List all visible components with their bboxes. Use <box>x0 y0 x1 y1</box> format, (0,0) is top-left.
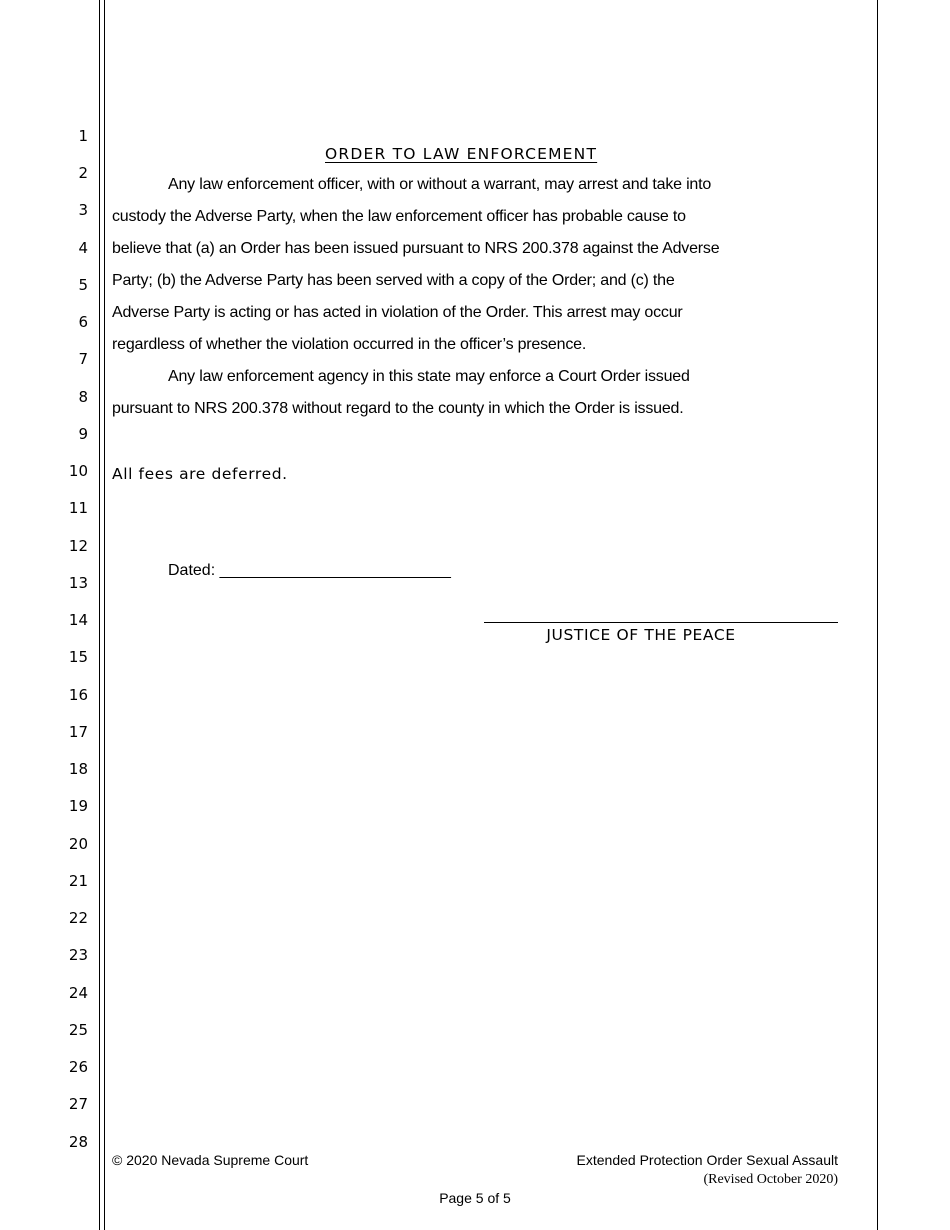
paragraph-line: believe that (a) an Order has been issued pursuant to NRS 200.378 against the Adverse <box>112 240 720 257</box>
line-number: 12 <box>68 537 88 555</box>
right-margin-rule <box>877 0 878 1230</box>
fees-note: All fees are deferred. <box>112 465 288 483</box>
line-number: 24 <box>68 984 88 1002</box>
footer-revision: (Revised October 2020) <box>703 1172 838 1187</box>
line-number: 5 <box>78 276 88 294</box>
line-number: 16 <box>68 686 88 704</box>
line-number: 26 <box>68 1058 88 1076</box>
line-number: 18 <box>68 760 88 778</box>
line-number: 11 <box>68 499 88 517</box>
line-number: 13 <box>68 574 88 592</box>
dated-field[interactable]: Dated: __________________________ <box>168 562 451 579</box>
signature-line[interactable] <box>484 622 838 623</box>
paragraph-line: custody the Adverse Party, when the law enforcement officer has probable cause to <box>112 208 686 225</box>
paragraph-line: regardless of whether the violation occurred in the officer’s presence. <box>112 336 587 353</box>
signature-title: JUSTICE OF THE PEACE <box>546 626 736 644</box>
left-margin-rule-outer <box>99 0 100 1230</box>
page-title: ORDER TO LAW ENFORCEMENT <box>325 145 598 163</box>
page-number: Page 5 of 5 <box>439 1190 511 1206</box>
line-number: 1 <box>78 127 88 145</box>
line-number: 28 <box>68 1133 88 1151</box>
line-number: 3 <box>78 201 88 219</box>
line-number: 17 <box>68 723 88 741</box>
line-number: 6 <box>78 313 88 331</box>
line-number: 19 <box>68 797 88 815</box>
paragraph-line: Any law enforcement officer, with or without a warrant, may arrest and take into <box>168 176 712 193</box>
paragraph-line: Party; (b) the Adverse Party has been served with a copy of the Order; and (c) the <box>112 272 675 289</box>
paragraph-line: pursuant to NRS 200.378 without regard to the county in which the Order is issued. <box>112 400 684 417</box>
line-number: 25 <box>68 1021 88 1039</box>
line-number: 14 <box>68 611 88 629</box>
line-number: 23 <box>68 946 88 964</box>
footer-form-name: Extended Protection Order Sexual Assault <box>576 1152 838 1168</box>
line-number: 7 <box>78 350 88 368</box>
line-number: 22 <box>68 909 88 927</box>
footer-copyright: © 2020 Nevada Supreme Court <box>112 1152 309 1168</box>
line-number: 8 <box>78 388 88 406</box>
left-margin-rule-inner <box>104 0 105 1230</box>
line-number: 4 <box>78 239 88 257</box>
line-number: 20 <box>68 835 88 853</box>
paragraph-line: Any law enforcement agency in this state may enforce a Court Order issued <box>168 368 690 385</box>
paragraph-line: Adverse Party is acting or has acted in violation of the Order. This arrest may occur <box>112 304 683 321</box>
line-number: 10 <box>68 462 88 480</box>
line-number: 15 <box>68 648 88 666</box>
line-number: 2 <box>78 164 88 182</box>
line-number: 9 <box>78 425 88 443</box>
line-number: 27 <box>68 1095 88 1113</box>
line-number: 21 <box>68 872 88 890</box>
